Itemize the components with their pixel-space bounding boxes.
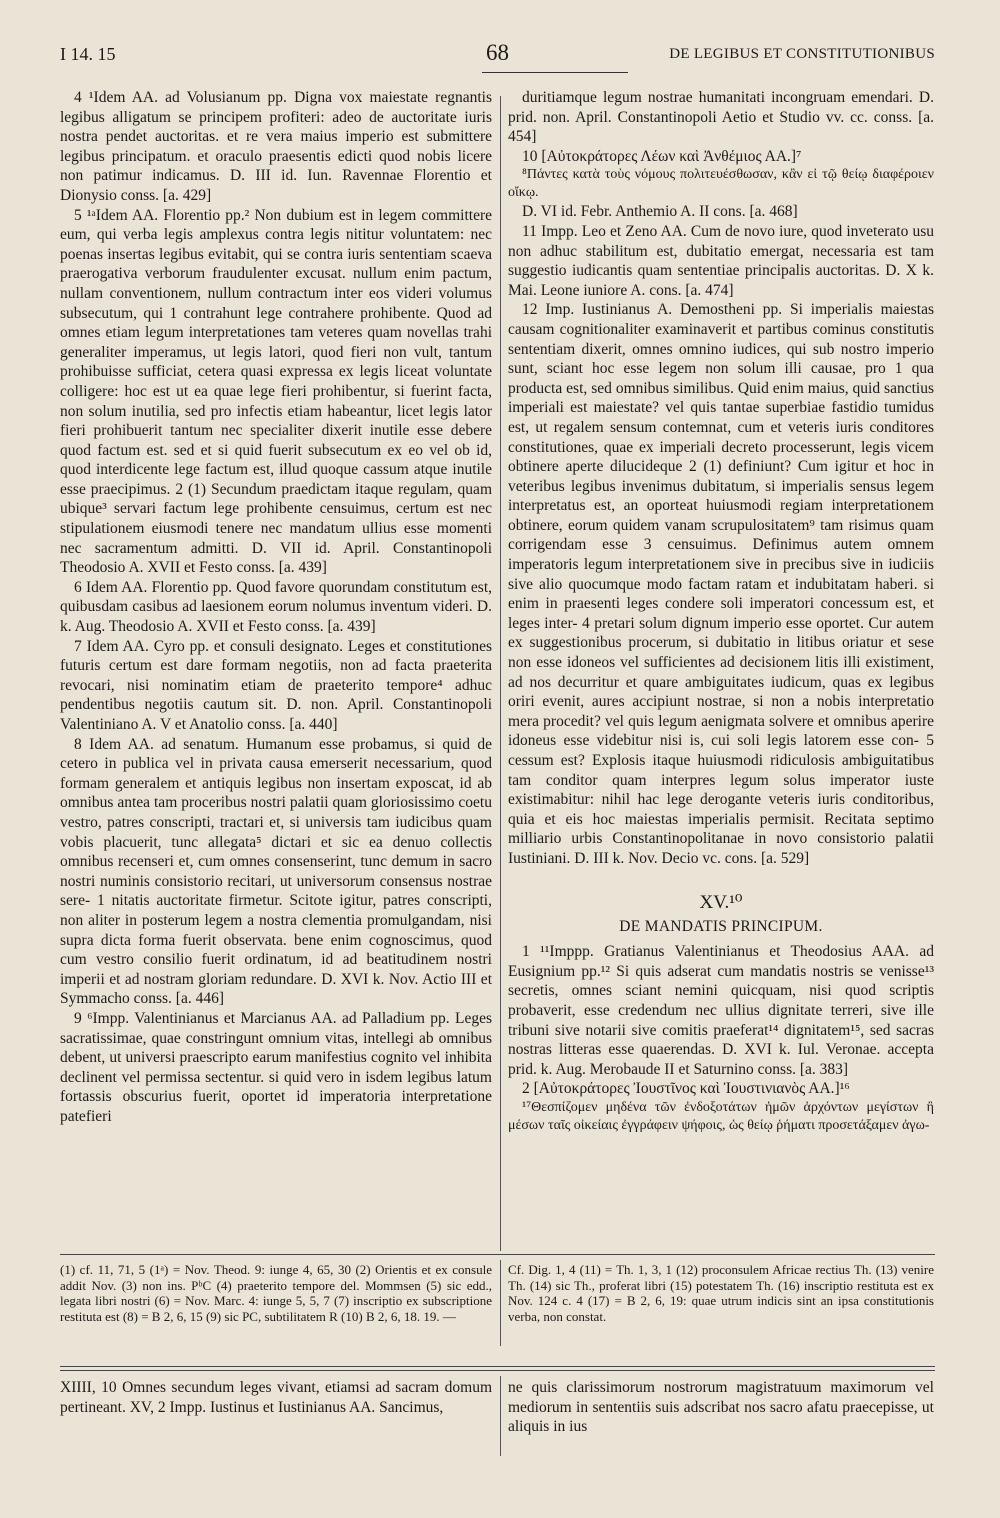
summary-left	[60, 1378, 492, 1417]
header-title: DE LEGIBUS ET CONSTITUTIONIBUS	[669, 46, 935, 62]
summary-rule-top	[60, 1366, 935, 1367]
summary-divider	[500, 1376, 501, 1456]
header-reference: I 14. 15	[60, 44, 116, 64]
paragraph: 11 Impp. Leo et Zeno AA. Cum de novo iure, quod inveterato usu non adhuc stabilitum est, dubitatio emergat, necessaria est tam suggestio iudicantis quam sententiae principalis auctoritas. D. X k. Mai. Leone iuniore A. cons. [a. 474]	[508, 222, 934, 299]
running-header	[60, 40, 935, 78]
paragraph: 7 Idem AA. Cyro pp. et consuli designato. Leges et constitutiones futuris certum est dare formam negotiis, non ad facta praeterita revocari, nisi nominatim etiam de praeterito tempore⁴ adhuc pendentibus negotiis cautum sit. D. non. April. Constantinopoli Valentiniano A. V et Anatolio conss. [a. 440]	[60, 637, 492, 733]
paragraph: D. VI id. Febr. Anthemio A. II cons. [a. 468]	[522, 203, 798, 221]
summary-text: ne quis clarissimorum nostrorum magistratuum maximorum vel mediorum in sententiis suis adscribat nos sacro afatu praecepisse, ut aliquis in ius	[508, 1379, 934, 1435]
footnote-divider	[500, 1260, 501, 1346]
paragraph: 1 ¹¹Imppp. Gratianus Valentinianus et Theodosius AAA. ad Eusignium pp.¹² Si quis adserat cum mandatis nostris se venisse¹³ secretis, omnes sciant nemini quicquam, nisi quod scriptis probaverit, esse credendum nec ullius dignitate terreri, sive ille tribuni sive notarii sive comitis praeferat¹⁴ dignitatem¹⁵, sed sacras nostras litteras esse quaerendas. D. XVI k. Iul. Veronae. accepta prid. k. Aug. Merobaude II et Saturnino conss. [a. 383]	[508, 943, 934, 1078]
paragraph: 5 ¹ᵃIdem AA. Florentio pp.² Non dubium est in legem committere eum, qui verba legis amplexus contra legis nititur voluntatem: nec poenas insertas legibus evitabit, qui se contra iuris sententiam scaeva praerogativa verborum fraudulenter excusat. nullum enim pactum, nullam conventionem, nullum contractum inter eos videri volumus subsecutum, qui 1 contrahunt lege contrahere prohibente. Quod ad omnes etiam legum interpretationes tam veteres quam novellas trahi generaliter imperamus, ut legis latori, quod fieri non vult, tantum prohibuisse sufficiat, cetera quasi expressa ex legis liceat voluntate colligere: hoc est ut ea quae lege fieri prohibentur, si fuerint facta, non solum inutilia, sed pro infectis etiam habeantur, licet legis lator fieri prohibuerit tantum nec specialiter dixerit inutile esse debere quod factum est. sed et si quid fuerit subsecutum ex eo vel ob id, quod interdicente lege factum est, illud quoque cassum atque inutile esse praecipimus. 2 (1) Secundum praedictam itaque regulam, quam ubique³ servari factum lege prohibente censuimus, certum est nec stipulationem eiusmodi tenere nec mandatum ullius esse momenti nec sacramentum admitti. D. VII id. April. Constantinopoli Theodosio A. XVII et Festo conss. [a. 439]	[60, 206, 492, 577]
footnote-text: (1) cf. 11, 71, 5 (1ᵃ) = Nov. Theod. 9: iunge 4, 65, 30 (2) Orientis et ex consule addit Nov. (3) non ins. PᵇC (4) praeterito tempore del. Mommsen (5) sic edd., legata libri nostri (6) = Nov. Marc. 4: iunge 5, 5, 7 (7) inscriptio ex subscriptione restituta est (8) = B 2, 6, 15 (9) sic PC, subtilitatem R (10) B 2, 6, 18. 19. —	[60, 1262, 492, 1324]
summary-rule-bottom	[60, 1370, 935, 1371]
summary-right	[508, 1378, 934, 1437]
column-divider	[500, 96, 501, 1251]
paragraph: 4 ¹Idem AA. ad Volusianum pp. Digna vox maiestate regnantis legibus alligatum se principem profiteri: adeo de auctoritate iuris nostra pendet auctoritas. et re vera maius imperio est submittere legibus principatum. et oraculo praesentis edicti quod nobis licere non patimur indicamus. D. III id. Iun. Ravennae Florentio et Dionysio conss. [a. 429]	[60, 89, 492, 204]
summary-text: XIIII, 10 Omnes secundum leges vivant, etiamsi ad sacram domum pertineant. XV, 2 Impp. Iustinus et Iustinianus AA. Sancimus,	[60, 1379, 492, 1416]
greek-paragraph: ¹⁷Θεσπίζομεν μηδένα τῶν ἐνδοξοτάτων ἡμῶν ἀρχόντων μεγίστων ἢ μέσων ταῖς οἰκείαις ἐγγράφειν ψήφοις, ὡς θείῳ ῥήματι προσετάξαμεν ἀγω-	[508, 1099, 934, 1133]
footnotes-right	[508, 1262, 934, 1324]
right-column	[508, 88, 934, 1135]
paragraph: duritiamque legum nostrae humanitati incongruam emendari. D. prid. non. April. Constantinopoli Aetio et Studio vv. cc. conss. [a. 454]	[508, 89, 934, 146]
footnote-text: Cf. Dig. 1, 4 (11) = Th. 1, 3, 1 (12) proconsulem Africae rectius Th. (13) venire Th. (14) sic Th., proferat libri (15) potestatem Th. (16) inscriptio restituta est ex Nov. 124 c. 4 (17) = B 2, 6, 19: quae utrum indicis sint an ipsa constitutionis verba, non constat.	[508, 1262, 934, 1324]
paragraph: 2 [Αὐτοκράτορες Ἰουστῖνος καὶ Ἰουστινιανὸς ΑΑ.]¹⁶	[522, 1080, 850, 1098]
greek-paragraph: ⁸Πάντες κατὰ τοὺς νόμους πολιτευέσθωσαν, κἂν εἰ τῷ θείῳ διαφέροιεν οἴκῳ.	[508, 167, 934, 201]
section-number: XV.¹⁰	[699, 891, 743, 913]
page-number: 68	[486, 40, 509, 65]
footnotes-left	[60, 1262, 492, 1324]
header-rule	[482, 72, 628, 73]
section-title: DE MANDATIS PRINCIPUM.	[619, 917, 823, 935]
left-column	[60, 88, 492, 1126]
paragraph: 9 ⁶Impp. Valentinianus et Marcianus AA. ad Palladium pp. Leges sacratissimae, quae constringunt omnium vitas, intellegi ab omnibus debent, ut universi praescripto earum manifestius cognito vel inhibita declinent vel permissa sectentur. si quid vero in isdem legibus latum fortassis obscurius fuerit, oportet id imperatoria interpretatione patefieri	[60, 1009, 492, 1125]
paragraph: 12 Imp. Iustinianus A. Demostheni pp. Si imperialis maiestas causam cognitionaliter examinaverit et partibus cominus constitutis sententiam dixerit, omnes omnino iudices, qui sub nostro imperio sunt, sciant hoc esse legem non solum illi causae, pro 1 qua producta est, sed omnibus similibus. Quid enim maius, quid sanctius imperiali est maiestate? vel quis tantae superbiae fastidio tumidus est, ut regalem sensum contemnat, cum et veteris iuris conditores constitutiones, quae ex imperiali decreto processerunt, legis vicem obtinere aperte dilucideque 2 (1) definiunt? Cum igitur et hoc in veteribus legibus invenimus dubitatum, si imperialis sensus legem interpretatus est, an oporteat huiusmodi regiam interpretationem obtinere, eorum quidem vanam scrupulositatem⁹ tam risimus quam corrigendam esse 3 censuimus. Definimus autem omnem imperatoris legum interpretationem sive in precibus sive in iudiciis sive alio quocumque modo factam ratam et indubitatam haberi. si enim in praesenti leges condere soli imperatori concessum est, et leges inter- 4 pretari solum dignum imperio esse oportet. Cur autem ex suggestionibus procerum, si dubitatio in litibus oriatur et sese non esse idoneos vel sufficientes ad decisionem litis illi existiment, ad nos decurritur et quare ambiguitates iudicum, quas ex legibus oriri evenit, aures accipiunt nostrae, si non a nobis interpretatio mera procedit? vel quis legum aenigmata solvere et omnibus aperire idoneus esse videbitur nisi is, cui soli legis latorem esse con- 5 cessum est? Explosis itaque huiusmodi ridiculosis ambiguitatibus tam conditor quam interpres legum solus imperator iuste existimabitur: nihil hac lege derogante veteris iuris conditoribus, quia et eis hoc maiestas imperialis permisit. Recitata septimo milliario urbis Constantinopolitanae in novo consistorio palatii Iustiniani. D. III k. Nov. Decio vc. cons. [a. 529]	[508, 301, 934, 867]
paragraph: 10 [Αὐτοκράτορες Λέων καὶ Ἀνθέμιος ΑΑ.]⁷	[522, 147, 802, 165]
footnote-rule	[60, 1254, 935, 1255]
paragraph: 8 Idem AA. ad senatum. Humanum esse probamus, si quid de cetero in publica vel in privata causa emerserit necessarium, quod formam generalem et antiquis legibus non insertam exposcat, id ab omnibus antea tam proceribus nostri palatii quam gloriosissimo coetu vestro, patres conscripti, tractari et, si universis tam iudicibus quam vobis placuerit, tunc allegata⁵ dictari et sic ea denuo collectis omnibus recenseri et, cum omnes consenserint, tunc demum in sacro nostri numinis consistorio recitari, ut universorum consensus nostrae sere- 1 nitatis auctoritate firmetur. Scitote igitur, patres conscripti, non aliter in posterum legem a nostra clementia promulgandam, nisi supra dicta forma fuerit observata. bene enim cognoscimus, quod cum vestro consilio fuerit ordinatum, id ad beatitudinem nostri imperii et ad nostram gloriam redundare. D. XVI k. Nov. Actio III et Symmacho conss. [a. 446]	[60, 735, 492, 1008]
paragraph: 6 Idem AA. Florentio pp. Quod favore quorundam constitutum est, quibusdam casibus ad laesionem eorum nolumus inventum videri. D. k. Aug. Theodosio A. XVII et Festo conss. [a. 439]	[60, 578, 492, 636]
